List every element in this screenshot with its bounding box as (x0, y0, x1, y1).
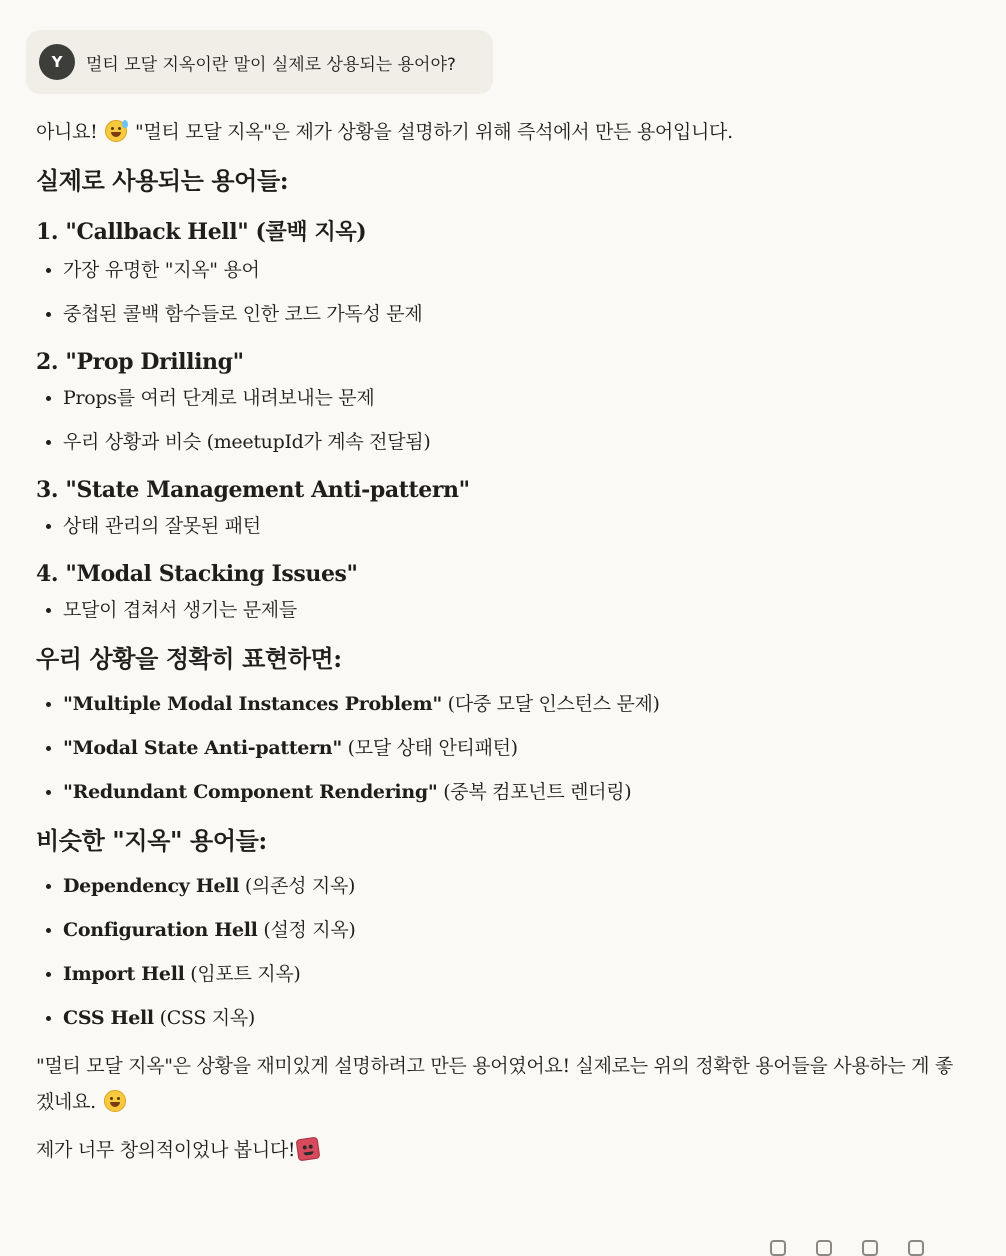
user-message-text: 멀티 모달 지옥이란 말이 실제로 상용되는 용어야? (86, 54, 456, 75)
list-item (63, 734, 966, 762)
outro-text: "멀티 모달 지옥"은 상황을 재미있게 설명하려고 만든 용어였어요! 실제로는 위의 정확한 용어들을 사용하는 게 좋겠네요. (36, 1055, 954, 1113)
term-heading-state-antipattern: 3. "State Management Anti-pattern" (36, 477, 470, 503)
term-list-state-antipattern (36, 512, 966, 540)
grinning-face-icon (104, 1090, 126, 1112)
list-item-bold: Dependency Hell (63, 875, 240, 897)
heading-similar-terms: 비슷한 "지옥" 용어들: (36, 826, 267, 855)
user-message-bubble (26, 30, 493, 94)
list-item-rest: (다중 모달 인스턴스 문제) (441, 693, 660, 715)
term-list-modal-stacking (36, 596, 966, 624)
intro-text-after: "멀티 모달 지옥"은 제가 상황을 설명하기 위해 즉석에서 만든 용어입니다. (135, 121, 733, 143)
list-item-bold: "Modal State Anti-pattern" (63, 737, 342, 759)
term-list-prop-drilling (36, 384, 966, 456)
list-item-rest: (임포트 지옥) (184, 963, 301, 985)
message-action-toolbar (770, 1240, 970, 1254)
retry-icon[interactable] (908, 1240, 924, 1256)
list-item-bold: CSS Hell (63, 1007, 154, 1029)
grinning-face-with-sweat-icon (105, 120, 127, 142)
response-outro (36, 1048, 966, 1120)
exact-terms-list (36, 690, 966, 806)
term-heading-modal-stacking: 4. "Modal Stacking Issues" (36, 561, 358, 587)
list-item-rest: (중복 컴포넌트 렌더링) (437, 781, 632, 803)
list-item: • 우리 상황과 비슷 (meetupId가 계속 전달됨) (63, 428, 966, 456)
list-item: • 중첩된 콜백 함수들로 인한 코드 가독성 문제 (63, 300, 966, 328)
copy-icon[interactable] (770, 1240, 786, 1256)
term-list-callback-hell (36, 256, 966, 328)
response-intro (36, 114, 966, 150)
user-avatar[interactable]: Y (39, 44, 75, 80)
term-heading-callback-hell: 1. "Callback Hell" (콜백 지옥) (36, 219, 367, 245)
thumbs-up-icon[interactable] (816, 1240, 832, 1256)
list-item (63, 872, 966, 900)
list-item (63, 1004, 966, 1032)
list-item (63, 690, 966, 718)
list-item: • 가장 유명한 "지옥" 용어 (63, 256, 966, 284)
list-item-rest: (의존성 지옥) (239, 875, 356, 897)
list-item-rest: (CSS 지옥) (153, 1007, 255, 1029)
thumbs-down-icon[interactable] (862, 1240, 878, 1256)
performing-arts-icon (296, 1137, 321, 1162)
similar-terms-list (36, 872, 966, 1032)
list-item (63, 916, 966, 944)
response-closing (36, 1132, 966, 1168)
list-item (63, 960, 966, 988)
list-item-bold: Import Hell (63, 963, 185, 985)
list-item-rest: (모달 상태 안티패턴) (341, 737, 518, 759)
term-heading-prop-drilling: 2. "Prop Drilling" (36, 349, 244, 375)
list-item: • Props를 여러 단계로 내려보내는 문제 (63, 384, 966, 412)
list-item-rest: (설정 지옥) (257, 919, 356, 941)
heading-real-terms: 실제로 사용되는 용어들: (36, 166, 289, 195)
list-item (63, 778, 966, 806)
list-item-bold: "Multiple Modal Instances Problem" (63, 693, 442, 715)
heading-exact-terms: 우리 상황을 정확히 표현하면: (36, 644, 342, 673)
list-item: • 상태 관리의 잘못된 패턴 (63, 512, 966, 540)
list-item-bold: Configuration Hell (63, 919, 258, 941)
list-item-bold: "Redundant Component Rendering" (63, 781, 438, 803)
assistant-response (36, 114, 966, 1168)
closing-text: 제가 너무 창의적이었나 봅니다! (36, 1139, 296, 1161)
intro-text-before: 아니요! (36, 121, 98, 143)
list-item: • 모달이 겹쳐서 생기는 문제들 (63, 596, 966, 624)
